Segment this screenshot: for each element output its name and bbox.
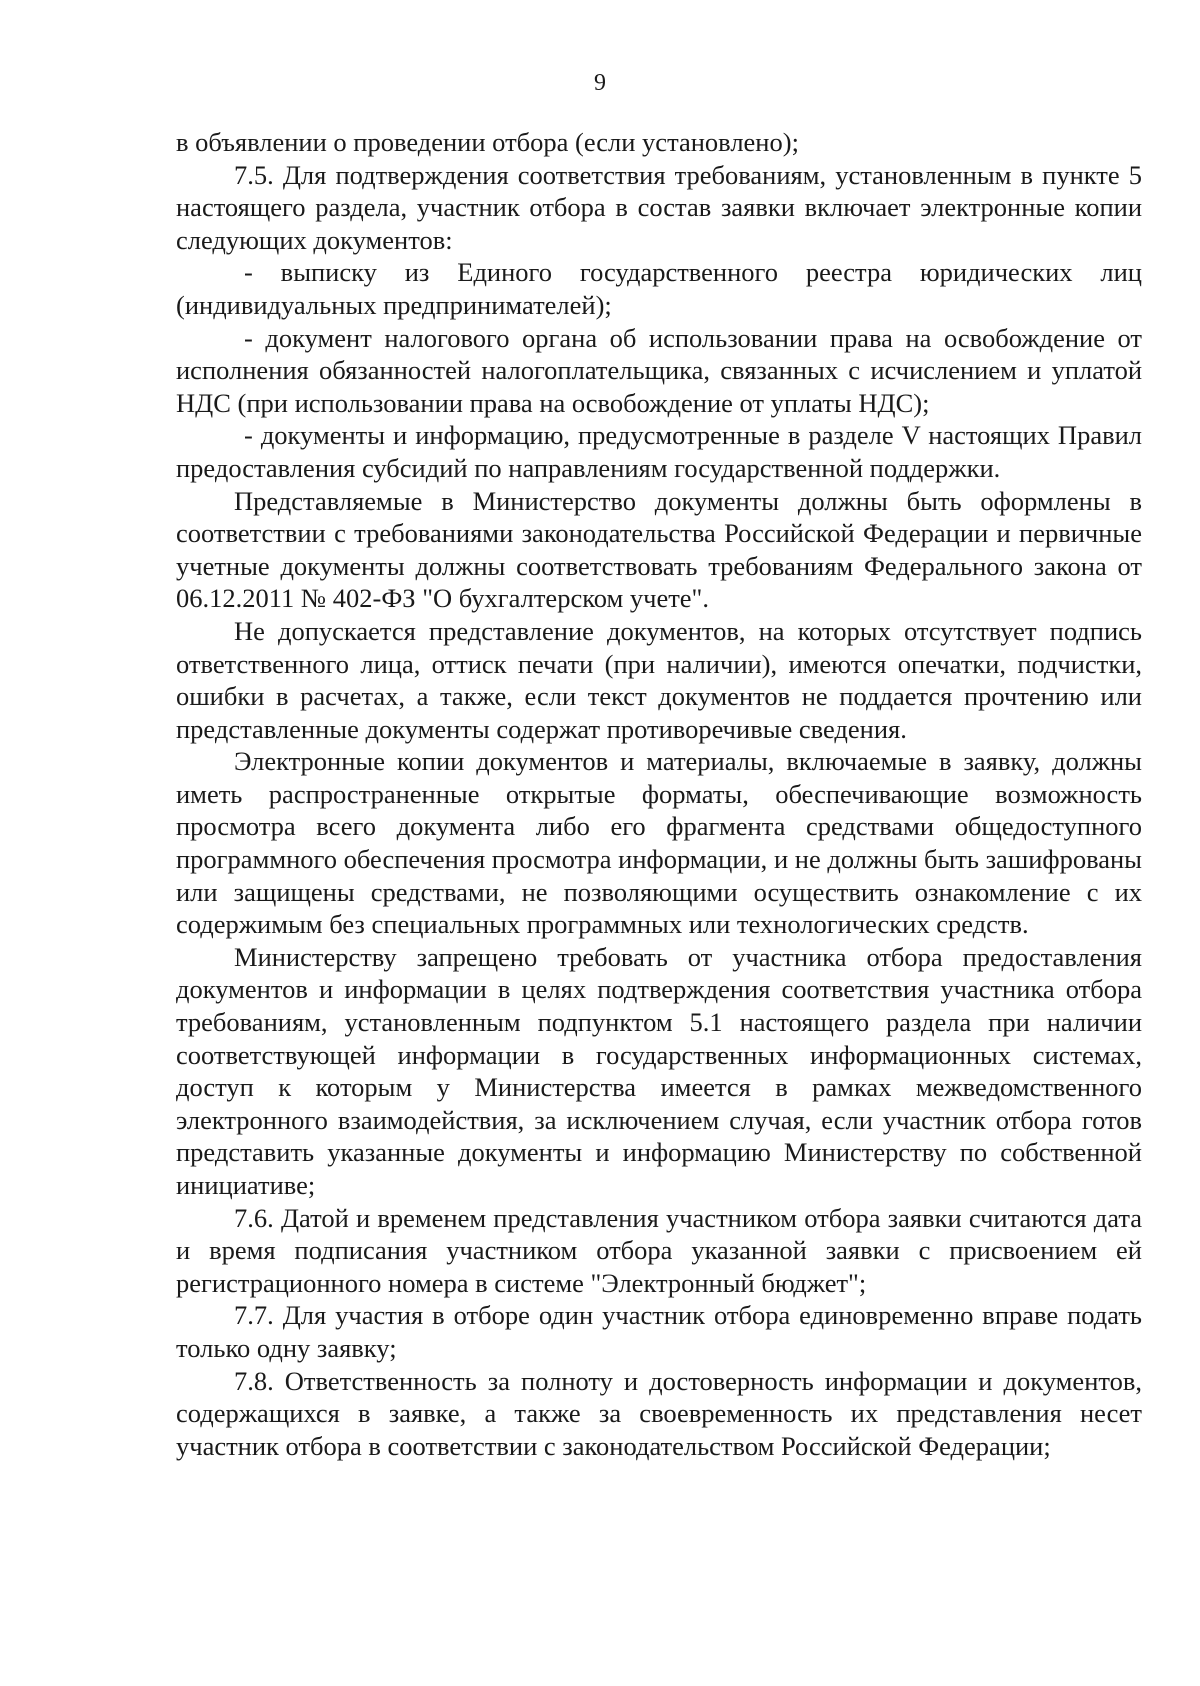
- paragraph-ministry-prohibition: Министерству запрещено требовать от участника отбора предоставления документов и информации в целях подтверждения соответствия участника отбора требованиям, установленным подпунктом 5.1 настоящего раздела при наличии соответствующей информации в государственных информационных системах, доступ к которым у Министерства имеется в рамках межведомственного электронного взаимодействия, за исключением случая, если участник отбора готов представить указанные документы и информацию Министерству по собственной инициативе;: [176, 941, 1142, 1200]
- page-number: 9: [594, 70, 606, 96]
- paragraph-7-5: 7.5. Для подтверждения соответствия требованиям, установленным в пункте 5 настоящего раздела, участник отбора в состав заявки включает электронные копии следующих документов:: [176, 159, 1142, 255]
- paragraph-7-7: 7.7. Для участия в отборе один участник отбора единовременно вправе подать только одну заявку;: [176, 1300, 1142, 1363]
- list-item-section-v-documents: - документы и информацию, предусмотренные в разделе V настоящих Правил предоставления субсидий по направлениям государственной поддержки.: [176, 420, 1142, 483]
- paragraph-not-allowed-documents: Не допускается представление документов, на которых отсутствует подпись ответственного лица, оттиск печати (при наличии), имеются опечатки, подчистки, ошибки в расчетах, а также, если текст документов не поддается прочтению или представленные документы содержат противоречивые сведения.: [176, 615, 1142, 744]
- paragraph-electronic-copies: Электронные копии документов и материалы, включаемые в заявку, должны иметь распространенные открытые форматы, обеспечивающие возможность просмотра всего документа либо его фрагмента средствами общедоступного программного обеспечения просмотра информации, и не должны быть зашифрованы или защищены средствами, не позволяющими осуществить ознакомление с их содержимым без специальных программных или технологических средств.: [176, 746, 1142, 940]
- list-item-tax-document: - документ налогового органа об использовании права на освобождение от исполнения обязанностей налогоплательщика, связанных с исчислением и уплатой НДС (при использовании права на освобождение от уплаты НДС);: [176, 322, 1142, 418]
- document-body: [176, 126, 1142, 1462]
- list-item-egrul-extract: - выписку из Единого государственного реестра юридических лиц (индивидуальных предпринимателей);: [176, 257, 1142, 320]
- paragraph-7-6: 7.6. Датой и временем представления участником отбора заявки считаются дата и время подписания участником отбора указанной заявки с присвоением ей регистрационного номера в системе "Электронный бюджет";: [176, 1202, 1142, 1298]
- paragraph-announcement-continuation: в объявлении о проведении отбора (если установлено);: [176, 127, 799, 157]
- paragraph-7-8: 7.8. Ответственность за полноту и достоверность информации и документов, содержащихся в заявке, а также за своевременность их представления несет участник отбора в соответствии с законодательством Российской Федерации;: [176, 1365, 1142, 1461]
- paragraph-documents-format-requirements: Представляемые в Министерство документы должны быть оформлены в соответствии с требованиями законодательства Российской Федерации и первичные учетные документы должны соответствовать требованиям Федерального закона от 06.12.2011 № 402-ФЗ "О бухгалтерском учете".: [176, 485, 1142, 614]
